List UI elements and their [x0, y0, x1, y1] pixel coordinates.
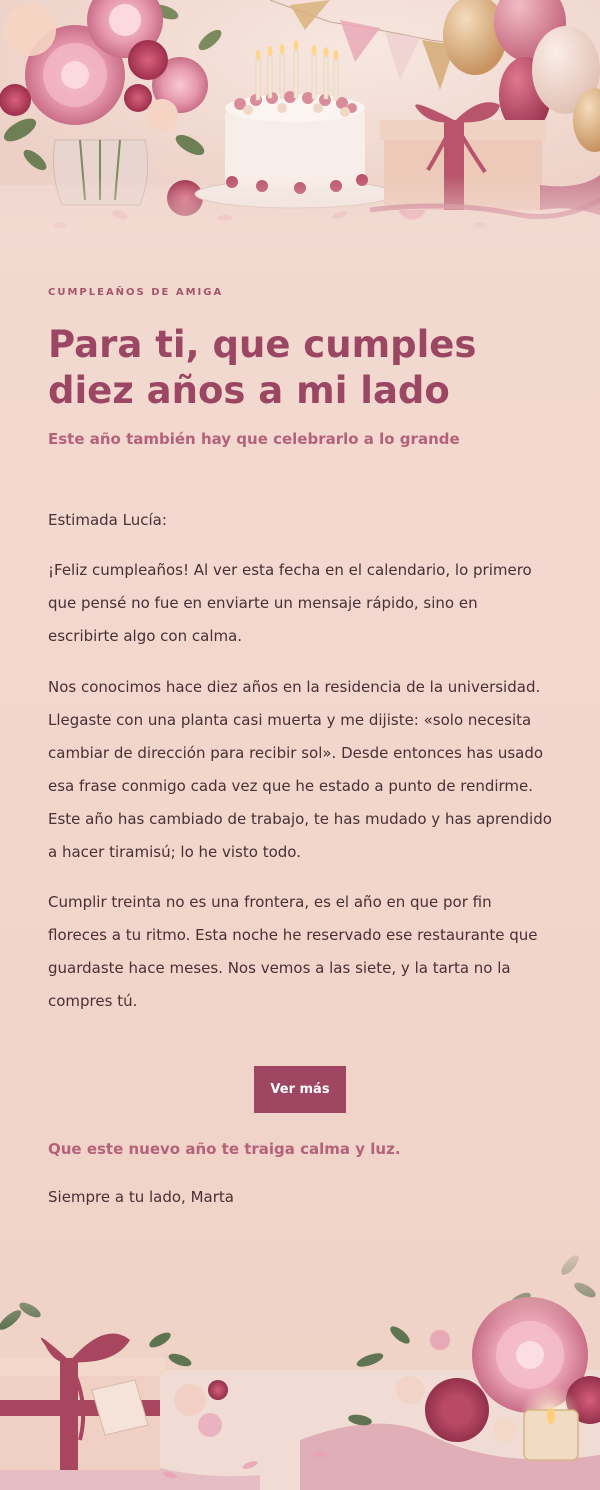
see-more-button[interactable]: Ver más — [254, 1066, 346, 1113]
gift-roses-candle-image — [0, 1240, 600, 1490]
birthday-scene-image — [0, 0, 600, 250]
paragraph-plans: Cumplir treinta no es una frontera, es el año en que por fin floreces a tu ritmo. Esta noche he reservado ese restaurante que guardaste hace meses. Nos vemos a las siete, y la tarta no la compres tú. — [48, 893, 538, 1010]
closing-wish: Que este nuevo año te traiga calma y luz. — [48, 1140, 401, 1158]
header-illustration — [0, 0, 600, 250]
signature: Siempre a tu lado, Marta — [48, 1188, 234, 1206]
eyebrow-label: CUMPLEAÑOS DE AMIGA — [48, 287, 224, 298]
footer-illustration — [0, 1240, 600, 1490]
email-subtitle: Este año también hay que celebrarlo a lo grande — [48, 430, 460, 448]
paragraph-memories: Nos conocimos hace diez años en la residencia de la universidad. Llegaste con una planta casi muerta y me dijiste: «solo necesita cambiar de dirección para recibir sol». Desde entonces has usado esa frase conmigo cada vez que he estado a punto de rendirme. Este año has cambiado de trabajo, te has mudado y has aprendido a hacer tiramisú; lo he visto todo. — [48, 678, 552, 861]
paragraph-intro: ¡Feliz cumpleaños! Al ver esta fecha en el calendario, lo primero que pensé no fue en enviarte un mensaje rápido, sino en escribirte algo con calma. — [48, 561, 532, 645]
greeting: Estimada Lucía: — [48, 511, 167, 529]
email-title: Para ti, que cumples diez años a mi lado — [48, 323, 477, 412]
